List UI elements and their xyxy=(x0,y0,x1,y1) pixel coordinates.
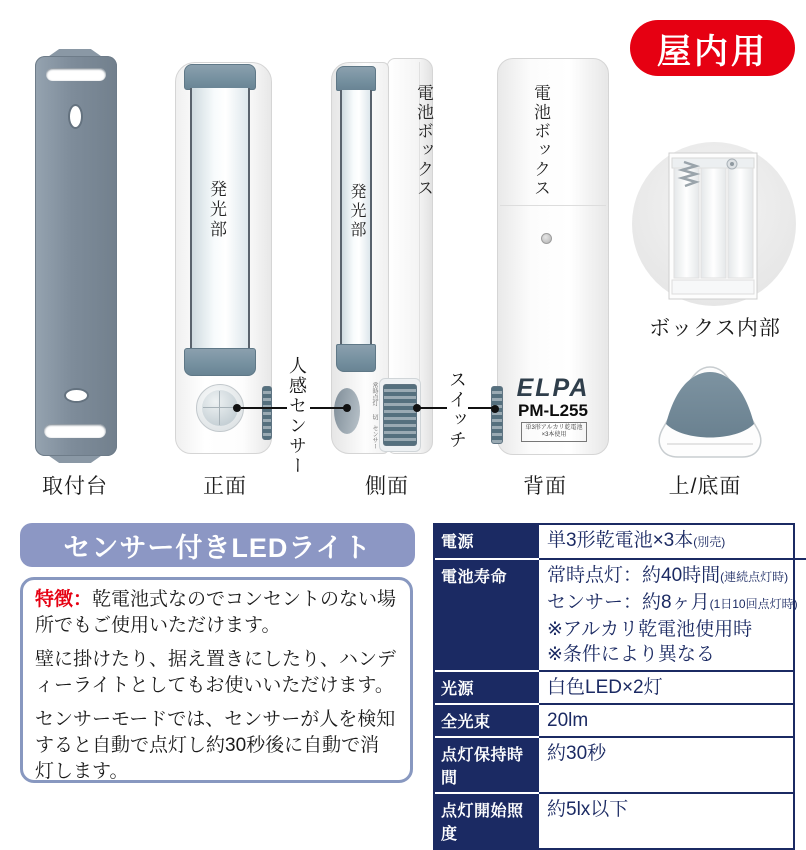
spec-table xyxy=(433,523,798,850)
product-title-badge: センサー付きLEDライト xyxy=(20,523,415,567)
spec-row xyxy=(435,736,793,792)
side-battery-box-label: 電池ボックス xyxy=(414,84,433,198)
spec-row xyxy=(435,558,798,670)
brand-logo: ELPA xyxy=(516,374,590,402)
spec-row xyxy=(435,703,793,736)
feature-text-1: 乾電池式なのでコンセントのない場所でもご使用いただけます。 xyxy=(35,589,397,636)
spec-row-label: 全光束 xyxy=(435,703,539,736)
sensor-dot-front xyxy=(233,404,241,412)
sensor-leader-right xyxy=(310,407,346,409)
switch-leader-left xyxy=(420,407,447,409)
spec-row-value: 約30秒 xyxy=(539,736,793,792)
side-emitter-label: 発光部 xyxy=(348,183,365,240)
battery-compartment-drawing xyxy=(668,152,758,300)
caption-bracket: 取付台 xyxy=(42,475,108,498)
spec-row-label: 電池寿命 xyxy=(435,558,539,670)
front-edge-switch xyxy=(262,386,272,440)
indoor-use-badge: 屋内用 xyxy=(630,20,795,76)
switch-mark-sensor: センサー xyxy=(371,425,377,449)
spec-row-value: 20lm xyxy=(539,703,793,736)
model-number: PM-L255 xyxy=(518,401,588,420)
sticker-line-1: 単3形アルカリ乾電池 xyxy=(525,425,583,431)
spec-row-value: 単3形乾電池×3本(別売) xyxy=(547,530,726,551)
bracket-top-slot xyxy=(46,68,106,81)
front-emitter-label: 発光部 xyxy=(207,180,226,240)
switch-dot-back xyxy=(491,405,499,413)
front-top-cap xyxy=(184,64,256,90)
spec-row-label: 電源 xyxy=(435,525,539,558)
spec-row-label: 光源 xyxy=(435,670,539,703)
bracket-bottom-slot xyxy=(44,424,106,438)
sensor-callout-label: 人感センサー xyxy=(287,356,307,476)
spec-row xyxy=(435,792,793,848)
feature-paragraph-3: センサーモードでは、センサーが人を検知すると自動で点灯し約30秒後に自動で消灯します。 xyxy=(35,709,396,782)
spec-row-value: 常時点灯：約40時間(連続点灯時) センサー：約8ヶ月(1日10回点灯時) ※アルカリ乾電池使用時 ※条件により異なる xyxy=(539,558,806,670)
switch-callout-label: スイッチ xyxy=(447,370,467,450)
top-bottom-dome xyxy=(666,372,754,438)
switch-mark-off: 切 xyxy=(371,414,377,420)
caption-side: 側面 xyxy=(365,475,409,498)
sensor-dot-side xyxy=(343,404,351,412)
caption-front: 正面 xyxy=(203,475,247,498)
caption-top-bottom: 上/底面 xyxy=(668,475,742,498)
spec-row xyxy=(435,525,793,558)
back-edge-switch xyxy=(491,386,503,444)
spec-row-label: 点灯保持時間 xyxy=(435,736,539,792)
sensor-leader-left xyxy=(241,407,287,409)
sticker-line-2: ×3本使用 xyxy=(541,432,567,438)
battery-spec-sticker xyxy=(521,422,587,442)
side-bottom-cap xyxy=(336,344,376,372)
caption-back: 背面 xyxy=(523,475,567,498)
mode-slide-switch xyxy=(383,384,417,446)
front-bottom-cap xyxy=(184,348,256,376)
sensor-facet-line-h xyxy=(203,407,237,408)
back-battery-box-label: 電池ボックス xyxy=(531,84,550,198)
side-top-cap xyxy=(336,66,376,91)
feature-label: 特徴： xyxy=(35,589,93,610)
sensor-facet-line-v xyxy=(219,391,220,425)
feature-paragraph-1 xyxy=(35,587,398,639)
spec-row xyxy=(435,670,793,703)
bracket-screw-hole xyxy=(64,388,89,403)
caption-box-interior: ボックス内部 xyxy=(649,317,781,340)
cover-screw xyxy=(541,233,552,244)
feature-paragraph-2: 壁に掛けたり、据え置きにしたり、ハンディーライトとしてもお使いいただけます。 xyxy=(35,649,397,696)
top-bottom-view-drawing xyxy=(650,364,770,464)
spec-row-value: 約5lx以下 xyxy=(539,792,793,848)
spec-row-label: 点灯開始照度 xyxy=(435,792,539,848)
battery-cover-seam xyxy=(500,205,606,206)
bracket-keyhole xyxy=(68,104,83,129)
spec-row-value: 白色LED×2灯 xyxy=(539,670,793,703)
switch-mark-always-on: 常時点灯 xyxy=(371,382,377,406)
switch-dot-side xyxy=(413,404,421,412)
feature-box xyxy=(20,577,413,783)
